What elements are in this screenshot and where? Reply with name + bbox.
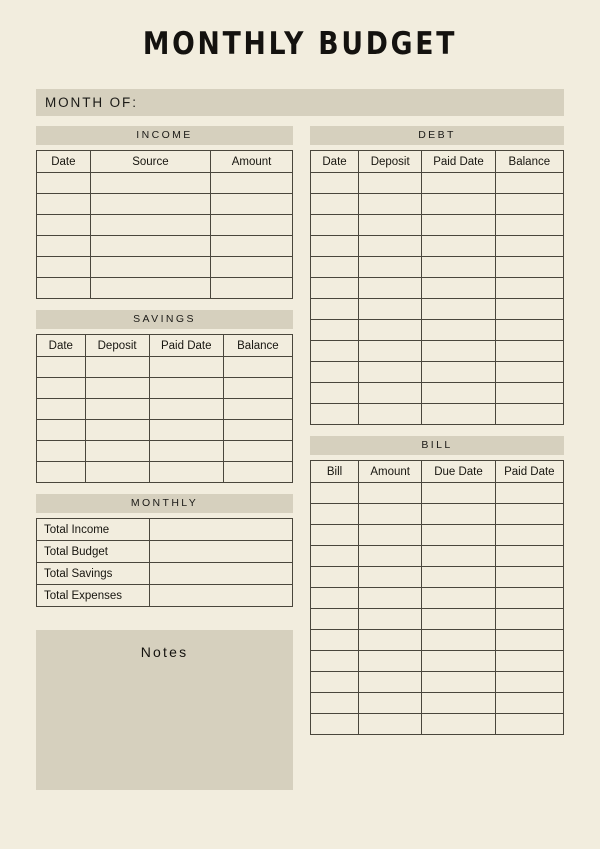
- income-cell-date[interactable]: [37, 236, 91, 257]
- table-row[interactable]: [311, 651, 564, 672]
- income-cell-source[interactable]: [90, 236, 210, 257]
- debt-cell-date[interactable]: [311, 404, 359, 425]
- monthly-summary-table: [36, 518, 293, 607]
- table-row[interactable]: [311, 383, 564, 404]
- debt-cell-paid-date[interactable]: [422, 194, 495, 215]
- bill-col-amount: Amount: [359, 461, 422, 483]
- bill-header-row: [311, 461, 564, 483]
- savings-table: [36, 334, 293, 483]
- debt-cell-deposit[interactable]: [359, 362, 422, 383]
- debt-cell-balance[interactable]: [495, 404, 563, 425]
- savings-cell-paid-date[interactable]: [149, 399, 223, 420]
- income-cell-source[interactable]: [90, 215, 210, 236]
- income-cell-source[interactable]: [90, 173, 210, 194]
- savings-cell-date[interactable]: [37, 462, 86, 483]
- savings-col-paid-date: Paid Date: [149, 335, 223, 357]
- debt-cell-date[interactable]: [311, 215, 359, 236]
- bill-cell-paid-date[interactable]: [495, 651, 563, 672]
- debt-cell-date[interactable]: [311, 236, 359, 257]
- table-row[interactable]: [311, 588, 564, 609]
- bill-cell-bill[interactable]: [311, 483, 359, 504]
- income-cell-date[interactable]: [37, 215, 91, 236]
- savings-cell-paid-date[interactable]: [149, 462, 223, 483]
- debt-cell-deposit[interactable]: [359, 299, 422, 320]
- bill-cell-bill[interactable]: [311, 714, 359, 735]
- debt-cell-paid-date[interactable]: [422, 404, 495, 425]
- debt-col-deposit: Deposit: [359, 151, 422, 173]
- table-row[interactable]: [37, 541, 293, 563]
- savings-col-date: Date: [37, 335, 86, 357]
- bill-cell-amount[interactable]: [359, 693, 422, 714]
- bill-cell-amount[interactable]: [359, 588, 422, 609]
- debt-cell-date[interactable]: [311, 383, 359, 404]
- table-row[interactable]: [311, 609, 564, 630]
- savings-cell-paid-date[interactable]: [149, 420, 223, 441]
- bill-cell-bill[interactable]: [311, 630, 359, 651]
- savings-cell-paid-date[interactable]: [149, 357, 223, 378]
- bill-cell-amount[interactable]: [359, 714, 422, 735]
- income-header-row: [37, 151, 293, 173]
- bill-cell-due-date[interactable]: [422, 672, 495, 693]
- monthly-value-total-income[interactable]: [149, 519, 292, 541]
- bill-cell-paid-date[interactable]: [495, 672, 563, 693]
- debt-cell-date[interactable]: [311, 362, 359, 383]
- income-table: [36, 150, 293, 299]
- table-row[interactable]: [311, 483, 564, 504]
- left-column: [36, 126, 293, 790]
- debt-cell-deposit[interactable]: [359, 194, 422, 215]
- debt-cell-paid-date[interactable]: [422, 236, 495, 257]
- debt-cell-deposit[interactable]: [359, 383, 422, 404]
- bill-cell-due-date[interactable]: [422, 609, 495, 630]
- debt-cell-deposit[interactable]: [359, 278, 422, 299]
- bill-section-heading: BILL: [310, 436, 564, 455]
- bill-cell-bill[interactable]: [311, 525, 359, 546]
- debt-cell-balance[interactable]: [495, 236, 563, 257]
- bill-cell-paid-date[interactable]: [495, 714, 563, 735]
- table-row[interactable]: [37, 563, 293, 585]
- table-row[interactable]: [37, 194, 293, 215]
- debt-cell-paid-date[interactable]: [422, 341, 495, 362]
- income-col-source: Source: [90, 151, 210, 173]
- savings-cell-date[interactable]: [37, 378, 86, 399]
- debt-table: [310, 150, 564, 425]
- debt-cell-paid-date[interactable]: [422, 257, 495, 278]
- notes-heading: Notes: [140, 644, 189, 660]
- bill-cell-due-date[interactable]: [422, 567, 495, 588]
- table-row[interactable]: [311, 672, 564, 693]
- table-row[interactable]: [311, 404, 564, 425]
- bill-cell-paid-date[interactable]: [495, 630, 563, 651]
- savings-cell-deposit[interactable]: [85, 378, 149, 399]
- monthly-section-heading: MONTHLY: [36, 494, 293, 513]
- table-row[interactable]: [37, 278, 293, 299]
- savings-cell-deposit[interactable]: [85, 420, 149, 441]
- bill-cell-paid-date[interactable]: [495, 588, 563, 609]
- table-row[interactable]: [37, 519, 293, 541]
- savings-cell-balance[interactable]: [223, 399, 292, 420]
- bill-cell-bill[interactable]: [311, 651, 359, 672]
- income-cell-amount[interactable]: [211, 236, 293, 257]
- table-row[interactable]: [37, 462, 293, 483]
- table-row[interactable]: [37, 357, 293, 378]
- monthly-value-total-budget[interactable]: [149, 541, 292, 563]
- debt-cell-paid-date[interactable]: [422, 299, 495, 320]
- table-row[interactable]: [311, 257, 564, 278]
- bill-cell-bill[interactable]: [311, 504, 359, 525]
- income-cell-source[interactable]: [90, 257, 210, 278]
- bill-cell-amount[interactable]: [359, 525, 422, 546]
- bill-col-due-date: Due Date: [422, 461, 495, 483]
- debt-cell-balance[interactable]: [495, 257, 563, 278]
- savings-section-heading: SAVINGS: [36, 310, 293, 329]
- table-row[interactable]: [311, 236, 564, 257]
- debt-section-heading: DEBT: [310, 126, 564, 145]
- bill-cell-paid-date[interactable]: [495, 546, 563, 567]
- savings-col-balance: Balance: [223, 335, 292, 357]
- debt-cell-paid-date[interactable]: [422, 278, 495, 299]
- bill-cell-due-date[interactable]: [422, 588, 495, 609]
- savings-cell-balance[interactable]: [223, 420, 292, 441]
- bill-cell-paid-date[interactable]: [495, 567, 563, 588]
- debt-cell-date[interactable]: [311, 257, 359, 278]
- income-table-body: [37, 173, 293, 299]
- table-row[interactable]: [311, 173, 564, 194]
- bill-cell-bill[interactable]: [311, 609, 359, 630]
- bill-cell-paid-date[interactable]: [495, 693, 563, 714]
- bill-cell-due-date[interactable]: [422, 483, 495, 504]
- bill-cell-due-date[interactable]: [422, 714, 495, 735]
- debt-col-balance: Balance: [495, 151, 563, 173]
- income-col-amount: Amount: [211, 151, 293, 173]
- monthly-label-total-expenses: Total Expenses: [37, 585, 150, 607]
- debt-cell-balance[interactable]: [495, 341, 563, 362]
- debt-cell-deposit[interactable]: [359, 320, 422, 341]
- debt-cell-date[interactable]: [311, 341, 359, 362]
- debt-cell-deposit[interactable]: [359, 215, 422, 236]
- table-row[interactable]: [311, 278, 564, 299]
- bill-cell-bill[interactable]: [311, 588, 359, 609]
- table-row[interactable]: [311, 215, 564, 236]
- savings-cell-date[interactable]: [37, 441, 86, 462]
- debt-cell-deposit[interactable]: [359, 173, 422, 194]
- bill-cell-due-date[interactable]: [422, 546, 495, 567]
- monthly-label-total-income: Total Income: [37, 519, 150, 541]
- notes-box[interactable]: [36, 630, 293, 790]
- month-of-field[interactable]: [36, 89, 564, 116]
- savings-cell-deposit[interactable]: [85, 462, 149, 483]
- table-row[interactable]: [311, 693, 564, 714]
- debt-cell-paid-date[interactable]: [422, 362, 495, 383]
- debt-col-date: Date: [311, 151, 359, 173]
- debt-cell-balance[interactable]: [495, 299, 563, 320]
- bill-cell-paid-date[interactable]: [495, 525, 563, 546]
- debt-cell-paid-date[interactable]: [422, 383, 495, 404]
- page-title: MONTHLY BUDGET: [142, 26, 458, 62]
- income-cell-amount[interactable]: [211, 215, 293, 236]
- savings-cell-balance[interactable]: [223, 378, 292, 399]
- debt-col-paid-date: Paid Date: [422, 151, 495, 173]
- debt-cell-date[interactable]: [311, 194, 359, 215]
- debt-cell-balance[interactable]: [495, 362, 563, 383]
- table-row[interactable]: [311, 525, 564, 546]
- savings-cell-deposit[interactable]: [85, 399, 149, 420]
- bill-cell-amount[interactable]: [359, 630, 422, 651]
- table-row[interactable]: [311, 630, 564, 651]
- debt-cell-date[interactable]: [311, 278, 359, 299]
- bill-cell-due-date[interactable]: [422, 693, 495, 714]
- bill-table: [310, 460, 564, 735]
- monthly-label-total-savings: Total Savings: [37, 563, 150, 585]
- bill-cell-due-date[interactable]: [422, 651, 495, 672]
- bill-cell-due-date[interactable]: [422, 525, 495, 546]
- debt-cell-deposit[interactable]: [359, 341, 422, 362]
- debt-cell-date[interactable]: [311, 320, 359, 341]
- bill-cell-amount[interactable]: [359, 483, 422, 504]
- debt-cell-balance[interactable]: [495, 194, 563, 215]
- bill-cell-amount[interactable]: [359, 672, 422, 693]
- bill-cell-bill[interactable]: [311, 546, 359, 567]
- table-row[interactable]: [311, 194, 564, 215]
- income-cell-amount[interactable]: [211, 278, 293, 299]
- debt-cell-deposit[interactable]: [359, 236, 422, 257]
- bill-cell-bill[interactable]: [311, 693, 359, 714]
- table-row[interactable]: [311, 504, 564, 525]
- debt-cell-balance[interactable]: [495, 320, 563, 341]
- monthly-value-total-expenses[interactable]: [149, 585, 292, 607]
- debt-cell-deposit[interactable]: [359, 404, 422, 425]
- bill-cell-paid-date[interactable]: [495, 609, 563, 630]
- right-column: [310, 126, 564, 735]
- savings-cell-balance[interactable]: [223, 357, 292, 378]
- monthly-summary-body: [37, 519, 293, 607]
- savings-cell-balance[interactable]: [223, 462, 292, 483]
- savings-cell-date[interactable]: [37, 357, 86, 378]
- savings-cell-paid-date[interactable]: [149, 378, 223, 399]
- income-cell-amount[interactable]: [211, 257, 293, 278]
- debt-table-body: [311, 173, 564, 425]
- bill-cell-due-date[interactable]: [422, 504, 495, 525]
- savings-cell-date[interactable]: [37, 399, 86, 420]
- debt-cell-balance[interactable]: [495, 173, 563, 194]
- savings-table-body: [37, 357, 293, 483]
- income-cell-amount[interactable]: [211, 173, 293, 194]
- income-cell-source[interactable]: [90, 194, 210, 215]
- table-row[interactable]: [37, 378, 293, 399]
- bill-cell-amount[interactable]: [359, 567, 422, 588]
- bill-cell-amount[interactable]: [359, 504, 422, 525]
- debt-cell-balance[interactable]: [495, 383, 563, 404]
- debt-cell-date[interactable]: [311, 173, 359, 194]
- table-row[interactable]: [37, 173, 293, 194]
- bill-table-body: [311, 483, 564, 735]
- income-cell-source[interactable]: [90, 278, 210, 299]
- bill-cell-bill[interactable]: [311, 567, 359, 588]
- debt-cell-balance[interactable]: [495, 215, 563, 236]
- table-row[interactable]: [311, 714, 564, 735]
- debt-cell-paid-date[interactable]: [422, 320, 495, 341]
- table-row[interactable]: [311, 341, 564, 362]
- debt-header-row: [311, 151, 564, 173]
- table-row[interactable]: [37, 399, 293, 420]
- savings-header-row: [37, 335, 293, 357]
- table-row[interactable]: [37, 215, 293, 236]
- debt-cell-deposit[interactable]: [359, 257, 422, 278]
- bill-cell-paid-date[interactable]: [495, 483, 563, 504]
- income-section-heading: INCOME: [36, 126, 293, 145]
- income-cell-date[interactable]: [37, 278, 91, 299]
- bill-cell-bill[interactable]: [311, 672, 359, 693]
- savings-cell-date[interactable]: [37, 420, 86, 441]
- table-row[interactable]: [311, 546, 564, 567]
- monthly-value-total-savings[interactable]: [149, 563, 292, 585]
- income-cell-amount[interactable]: [211, 194, 293, 215]
- table-row[interactable]: [311, 320, 564, 341]
- income-cell-date[interactable]: [37, 173, 91, 194]
- debt-cell-paid-date[interactable]: [422, 215, 495, 236]
- savings-col-deposit: Deposit: [85, 335, 149, 357]
- table-row[interactable]: [37, 257, 293, 278]
- savings-cell-deposit[interactable]: [85, 441, 149, 462]
- bill-col-paid-date: Paid Date: [495, 461, 563, 483]
- table-row[interactable]: [311, 362, 564, 383]
- table-row[interactable]: [37, 420, 293, 441]
- income-cell-date[interactable]: [37, 257, 91, 278]
- bill-cell-amount[interactable]: [359, 546, 422, 567]
- debt-cell-paid-date[interactable]: [422, 173, 495, 194]
- bill-cell-amount[interactable]: [359, 609, 422, 630]
- income-cell-date[interactable]: [37, 194, 91, 215]
- savings-cell-deposit[interactable]: [85, 357, 149, 378]
- table-row[interactable]: [311, 567, 564, 588]
- debt-cell-balance[interactable]: [495, 278, 563, 299]
- table-row[interactable]: [311, 299, 564, 320]
- savings-cell-paid-date[interactable]: [149, 441, 223, 462]
- bill-cell-due-date[interactable]: [422, 630, 495, 651]
- table-row[interactable]: [37, 236, 293, 257]
- table-row[interactable]: [37, 585, 293, 607]
- bill-col-bill: Bill: [311, 461, 359, 483]
- bill-cell-paid-date[interactable]: [495, 504, 563, 525]
- monthly-label-total-budget: Total Budget: [37, 541, 150, 563]
- table-row[interactable]: [37, 441, 293, 462]
- month-of-label: MONTH OF:: [45, 95, 138, 110]
- savings-cell-balance[interactable]: [223, 441, 292, 462]
- bill-cell-amount[interactable]: [359, 651, 422, 672]
- income-col-date: Date: [37, 151, 91, 173]
- debt-cell-date[interactable]: [311, 299, 359, 320]
